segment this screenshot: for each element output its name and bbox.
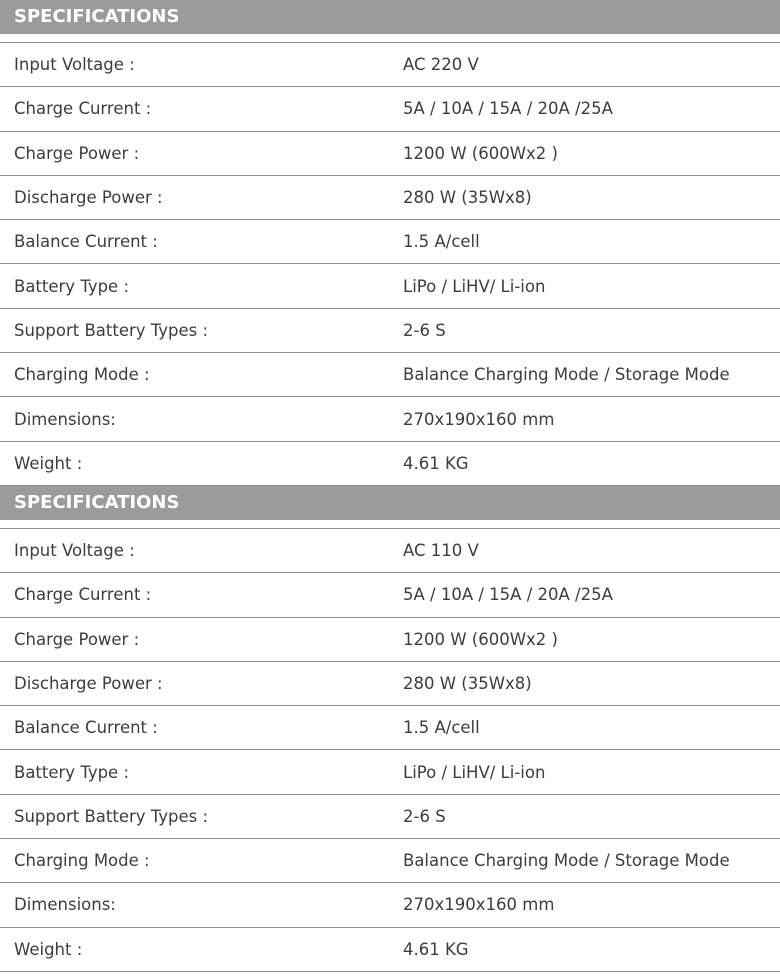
spec-label: Balance Current : [14,718,158,738]
spec-label: Charge Current : [14,99,152,119]
spec-section-220v [0,0,780,486]
section-title: SPECIFICATIONS [0,0,780,42]
spec-label: Battery Type : [14,276,130,296]
spec-label: Discharge Power : [14,188,163,208]
spec-row-charge-current [0,87,780,131]
spec-label: Balance Current : [14,232,158,252]
spec-label: Input Voltage : [14,55,135,75]
spec-row-weight [0,928,780,972]
spec-row-dimensions [0,883,780,927]
spec-value: 1.5 A/cell [403,718,480,738]
spec-value: AC 110 V [403,541,479,561]
spec-row-balance-current [0,220,780,264]
spec-label: Weight : [14,453,83,473]
spec-value: 5A / 10A / 15A / 20A /25A [403,99,613,119]
spec-row-charge-power [0,132,780,176]
spec-value: 1.5 A/cell [403,232,480,252]
spec-table [0,528,780,972]
spec-label: Charging Mode : [14,365,150,385]
spec-value: 1200 W (600Wx2 ) [403,629,558,649]
spec-label: Charging Mode : [14,851,150,871]
spec-label: Input Voltage : [14,541,135,561]
spec-value: Balance Charging Mode / Storage Mode [403,365,730,385]
spec-label: Charge Power : [14,143,140,163]
spec-value: LiPo / LiHV/ Li-ion [403,762,546,782]
spec-value: 280 W (35Wx8) [403,674,532,693]
spec-table [0,42,780,486]
spec-row-charging-mode [0,353,780,397]
spec-label: Dimensions: [14,895,116,915]
spec-value: 2-6 S [403,320,446,340]
spec-value: 4.61 KG [403,939,469,959]
spec-value: 2-6 S [403,806,446,826]
spec-row-support-battery-types [0,795,780,839]
spec-label: Discharge Power : [14,674,163,693]
spec-value: LiPo / LiHV/ Li-ion [403,276,546,296]
spec-value: 4.61 KG [403,453,469,473]
spec-row-support-battery-types [0,309,780,353]
spec-label: Charge Power : [14,629,140,649]
spec-value: Balance Charging Mode / Storage Mode [403,851,730,871]
spec-value: 270x190x160 mm [403,409,555,429]
spec-label: Battery Type : [14,762,130,782]
spec-row-battery-type [0,264,780,308]
spec-row-input-voltage [0,43,780,87]
spec-value: 1200 W (600Wx2 ) [403,143,558,163]
spec-row-charging-mode [0,839,780,883]
spec-row-balance-current [0,706,780,750]
spec-value: AC 220 V [403,55,479,75]
spec-row-weight [0,442,780,486]
spec-value: 280 W (35Wx8) [403,188,532,208]
spec-row-charge-power [0,618,780,662]
spec-row-dimensions [0,397,780,441]
spec-row-battery-type [0,750,780,794]
spec-row-input-voltage [0,529,780,573]
spec-row-charge-current [0,573,780,617]
spec-row-discharge-power [0,662,780,706]
section-title: SPECIFICATIONS [0,486,780,528]
spec-label: Charge Current : [14,585,152,605]
spec-row-discharge-power [0,176,780,220]
spec-label: Support Battery Types : [14,806,209,826]
spec-value: 5A / 10A / 15A / 20A /25A [403,585,613,605]
spec-label: Weight : [14,939,83,959]
spec-label: Support Battery Types : [14,320,209,340]
spec-label: Dimensions: [14,409,116,429]
spec-section-110v [0,486,780,972]
spec-value: 270x190x160 mm [403,895,555,915]
